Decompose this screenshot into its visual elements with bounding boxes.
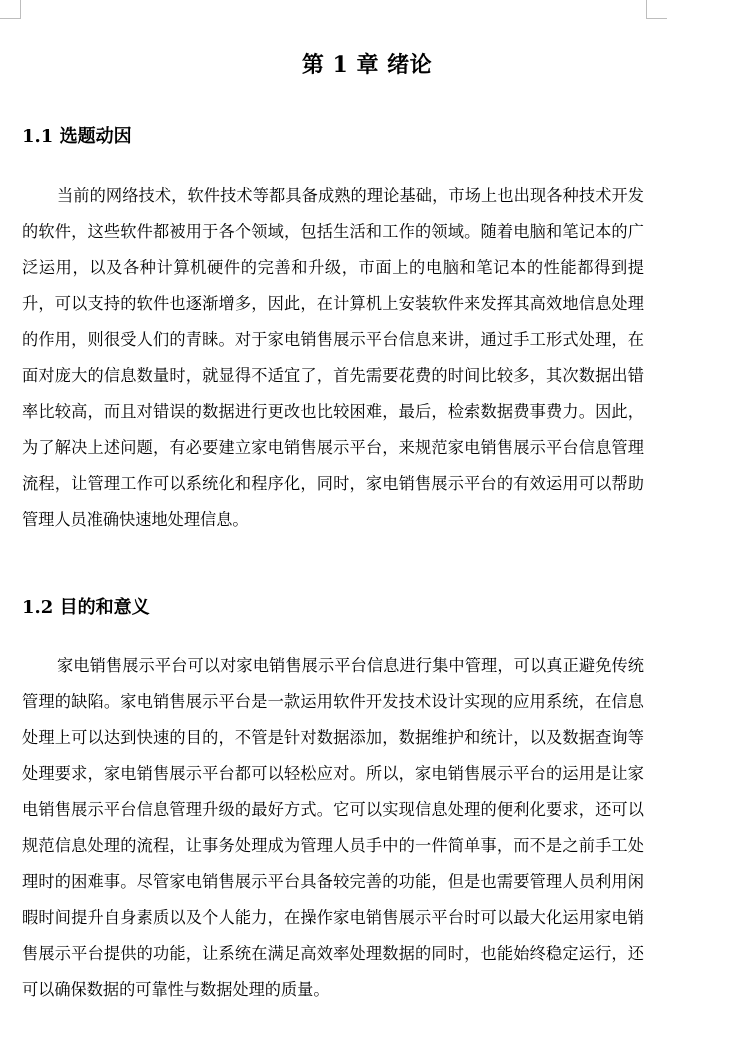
crop-mark-top-right [646,0,667,19]
section-1-1-paragraph: 当前的网络技术，软件技术等都具备成熟的理论基础，市场上也出现各种技术开发的软件，这些软件都被用于各个领域，包括生活和工作的领域。随着电脑和笔记本的广泛运用，以及各种计算机硬件的完善和升级，市面上的电脑和笔记本的性能都得到提升，可以支持的软件也逐渐增多，因此，在计算机上安装软件来发挥其高效地信息处理的作用，则很受人们的青睐。对于家电销售展示平台信息来讲，通过手工形式处理，在面对庞大的信息数量时，就显得不适宜了，首先需要花费的时间比较多，其次数据出错率比较高，而且对错误的数据进行更改也比较困难，最后，检索数据费事费力。因此，为了解决上述问题，有必要建立家电销售展示平台，来规范家电销售展示平台信息管理流程，让管理工作可以系统化和程序化，同时，家电销售展示平台的有效运用可以帮助管理人员准确快速地处理信息。 [22,186,644,529]
section-heading-1-1: 1.1 选题动因 [22,126,132,147]
crop-mark-top-left [0,0,21,19]
chapter-title: 第 1 章 绪论 [301,52,433,78]
section-1-2-paragraph: 家电销售展示平台可以对家电销售展示平台信息进行集中管理，可以真正避免传统管理的缺陷。家电销售展示平台是一款运用软件开发技术设计实现的应用系统，在信息处理上可以达到快速的目的，不管是针对数据添加，数据维护和统计，以及数据查询等处理要求，家电销售展示平台都可以轻松应对。所以，家电销售展示平台的运用是让家电销售展示平台信息管理升级的最好方式。它可以实现信息处理的便利化要求，还可以规范信息处理的流程，让事务处理成为管理人员手中的一件简单事，而不是之前手工处理时的困难事。尽管家电销售展示平台具备较完善的功能，但是也需要管理人员利用闲暇时间提升自身素质以及个人能力，在操作家电销售展示平台时可以最大化运用家电销售展示平台提供的功能，让系统在满足高效率处理数据的同时，也能始终稳定运行，还可以确保数据的可靠性与数据处理的质量。 [22,656,644,999]
section-heading-1-2: 1.2 目的和意义 [22,597,150,618]
